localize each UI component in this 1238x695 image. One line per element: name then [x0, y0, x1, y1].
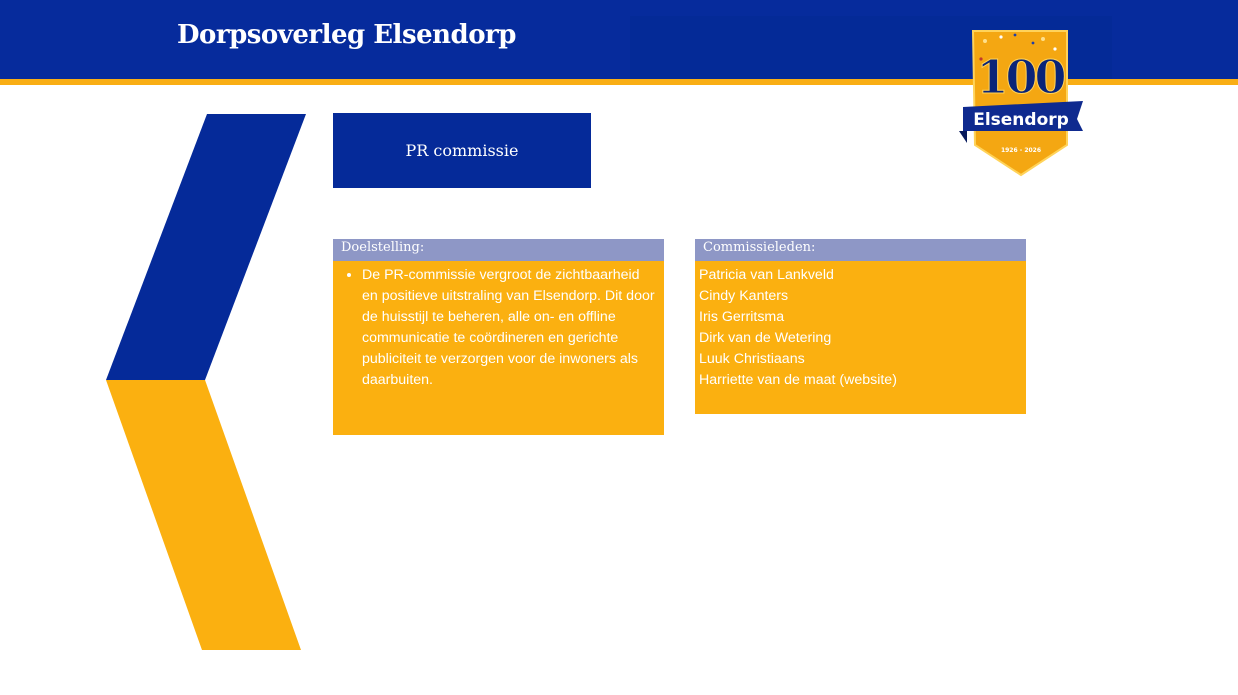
- member-name: Iris Gerritsma: [699, 309, 785, 325]
- member-name: Dirk van de Wetering: [699, 330, 832, 346]
- logo-years: 1926 - 2026: [1000, 147, 1042, 154]
- members-card: [695, 239, 1026, 414]
- member-name: Cindy Kanters: [699, 288, 789, 304]
- section-title: PR commissie: [405, 141, 519, 160]
- member-name: Harriette van de maat (website): [699, 372, 897, 388]
- goal-item: • De PR-commissie vergroot de zichtbaarheid en positieve uitstraling van Elsendorp. Dit door de huisstijl te beheren, alle on- en offline communicatie te coördineren en gerichte publiciteit te verzorgen voor de inwoners als daarbuiten.: [362, 265, 664, 391]
- goal-heading: Doelstelling:: [333, 239, 664, 261]
- member-name: Luuk Christiaans: [699, 351, 805, 367]
- chevron-bottom: [106, 380, 301, 650]
- chevron-top: [106, 114, 306, 380]
- chevron-decoration: [0, 0, 320, 695]
- members-heading: Commissieleden:: [695, 239, 1026, 261]
- goal-list: [333, 265, 664, 391]
- anniversary-logo: [955, 27, 1091, 179]
- logo-name: Elsendorp: [973, 110, 1069, 130]
- section-title-box: [333, 113, 591, 188]
- members-list: [699, 265, 1026, 391]
- logo-number: 100: [976, 50, 1064, 104]
- page-title: Dorpsoverleg Elsendorp: [177, 20, 516, 50]
- member-name: Patricia van Lankveld: [699, 267, 834, 283]
- goal-card: [333, 239, 664, 435]
